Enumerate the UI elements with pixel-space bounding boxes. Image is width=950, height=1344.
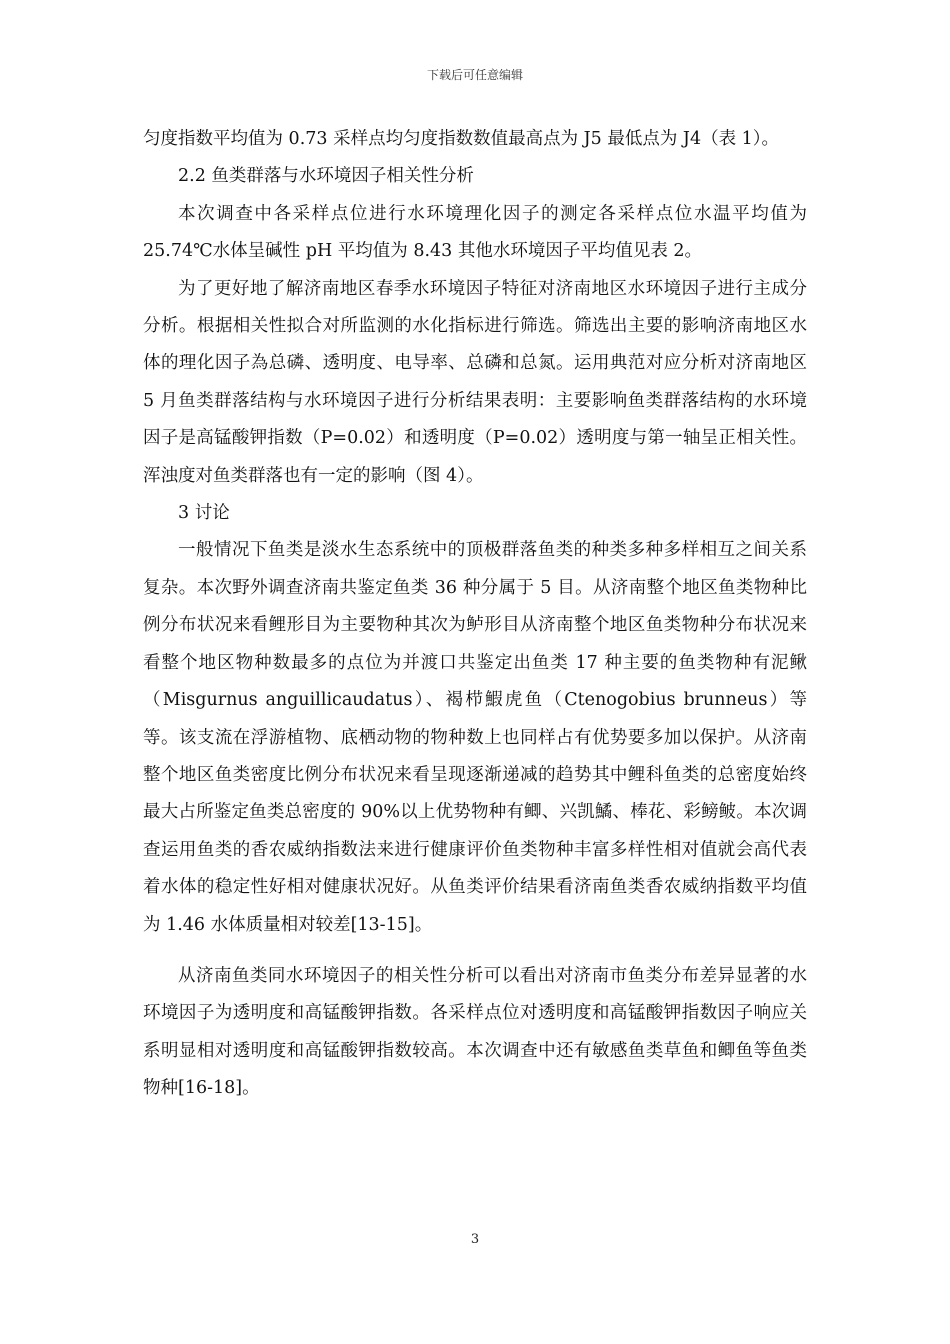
page-number: 3 <box>470 1232 480 1247</box>
document-body <box>143 121 807 1108</box>
paragraph-discussion-species: 一般情况下鱼类是淡水生态系统中的顶极群落鱼类的种类多种多样相互之间关系复杂。本次野外调查济南共鉴定鱼类 36 种分属于 5 目。从济南整个地区鱼类物种比例分布状况来看鲤形目为主要物种其次为鲈形目从济南整个地区鱼类物种分布状况来看整个地区物种数最多的点位为并渡口共鉴定出鱼类 17 种主要的鱼类物种有泥鳅（Misgurnus anguillicaudatus）、褐栉鰕虎鱼（Ctenogobius brunneus）等等。该支流在浮游植物、底栖动物的物种数上也同样占有优势要多加以保护。从济南整个地区鱼类密度比例分布状况来看呈现逐渐递减的趋势其中鲤科鱼类的总密度始终最大占所鉴定鱼类总密度的 90%以上优势物种有鲫、兴凯鱊、棒花、彩鳑鲏。本次调查运用鱼类的香农威纳指数法来进行健康评价鱼类物种丰富多样性相对值就会高代表着水体的稳定性好相对健康状况好。从鱼类评价结果看济南鱼类香农威纳指数平均值为 1.46 水体质量相对较差[13-15]。 <box>143 540 807 935</box>
paragraph-water-factors: 本次调查中各采样点位进行水环境理化因子的测定各采样点位水温平均值为 25.74℃水体呈碱性 pH 平均值为 8.43 其他水环境因子平均值见表 2。 <box>143 203 807 262</box>
paragraph-pca-analysis: 为了更好地了解济南地区春季水环境因子特征对济南地区水环境因子进行主成分分析。根据相关性拟合对所监测的水化指标进行筛选。筛选出主要的影响济南地区水体的理化因子為总磷、透明度、电导率、总磷和总氮。运用典范对应分析对济南地区 5 月鱼类群落结构与水环境因子进行分析结果表明：主要影响鱼类群落结构的水环境因子是高锰酸钾指数（P=0.02）和透明度（P=0.02）透明度与第一轴呈正相关性。浑浊度对鱼类群落也有一定的影响（图 4）。 <box>143 278 807 486</box>
paragraph-evenness-summary: 匀度指数平均值为 0.73 采样点均匀度指数数值最高点为 J5 最低点为 J4（表 1）。 <box>143 129 780 149</box>
section-heading-2-2: 2.2 鱼类群落与水环境因子相关性分析 <box>178 166 474 187</box>
paragraph-discussion-correlation: 从济南鱼类同水环境因子的相关性分析可以看出对济南市鱼类分布差异显著的水环境因子为透明度和高锰酸钾指数。各采样点位对透明度和高锰酸钾指数因子响应关系明显相对透明度和高锰酸钾指数较高。本次调查中还有敏感鱼类草鱼和鲫鱼等鱼类物种[16-18]。 <box>143 965 807 1099</box>
page-header: 下载后可任意编辑 <box>426 68 523 82</box>
section-heading-3-discussion: 3 讨论 <box>178 503 230 524</box>
